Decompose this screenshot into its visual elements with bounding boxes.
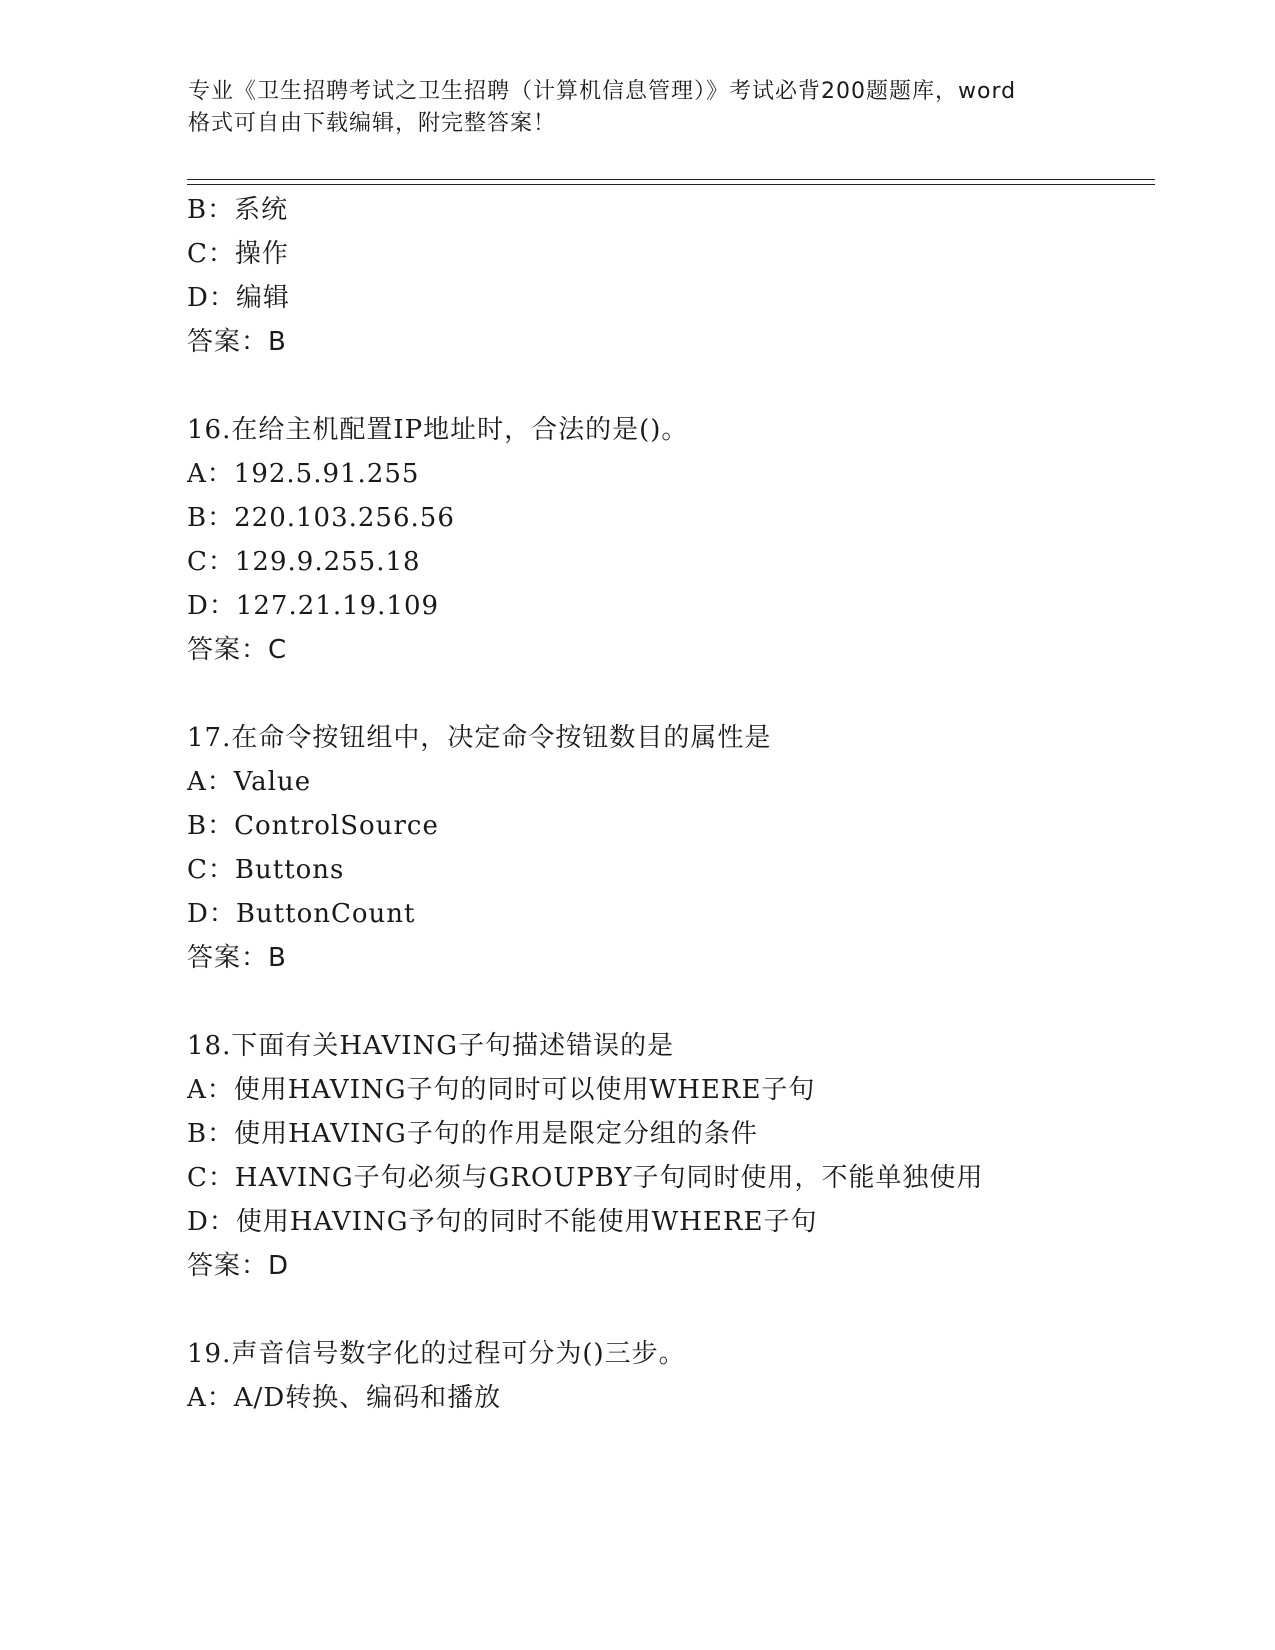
q17-option-d: D：ButtonCount	[187, 899, 416, 929]
q16-option-a: A：192.5.91.255	[187, 459, 420, 489]
header-rule-bottom	[187, 184, 1155, 185]
q17-option-c: C：Buttons	[187, 855, 345, 885]
q16-option-d: D：127.21.19.109	[187, 591, 440, 621]
header-line-1: 专业《卫生招聘考试之卫生招聘（计算机信息管理）》考试必背200题题库，word	[188, 79, 1017, 104]
q16-option-c: C：129.9.255.18	[187, 547, 421, 577]
q18-option-c: C：HAVING子句必须与GROUPBY子句同时使用，不能单独使用	[187, 1163, 984, 1193]
q18-option-b: B：使用HAVING子句的作用是限定分组的条件	[187, 1119, 758, 1149]
q19-question: 19.声音信号数字化的过程可分为()三步。	[187, 1339, 686, 1369]
q17-question: 17.在命令按钮组中，决定命令按钮数目的属性是	[187, 723, 772, 753]
q18-answer: 答案：D	[187, 1251, 290, 1281]
q18-option-a: A：使用HAVING子句的同时可以使用WHERE子句	[187, 1075, 816, 1105]
q16-answer: 答案：C	[187, 635, 288, 665]
q15-answer: 答案：B	[187, 327, 287, 357]
q18-option-d: D：使用HAVING予句的同时不能使用WHERE子句	[187, 1207, 818, 1237]
q15-option-c: C：操作	[187, 239, 289, 269]
q16-question: 16.在给主机配置IP地址时，合法的是()。	[187, 415, 689, 445]
q18-question: 18.下面有关HAVING子句描述错误的是	[187, 1031, 675, 1061]
document-header	[188, 76, 1108, 140]
q17-answer: 答案：B	[187, 943, 287, 973]
q17-option-b: B：ControlSource	[187, 811, 439, 841]
q17-option-a: A：Value	[187, 767, 312, 797]
q15-option-b: B：系统	[187, 195, 289, 225]
q19-option-a: A：A/D转换、编码和播放	[187, 1383, 502, 1413]
q16-option-b: B：220.103.256.56	[187, 503, 455, 533]
q15-option-d: D：编辑	[187, 283, 290, 313]
header-line-2: 格式可自由下载编辑，附完整答案！	[188, 111, 557, 136]
header-rule-top	[187, 179, 1155, 180]
